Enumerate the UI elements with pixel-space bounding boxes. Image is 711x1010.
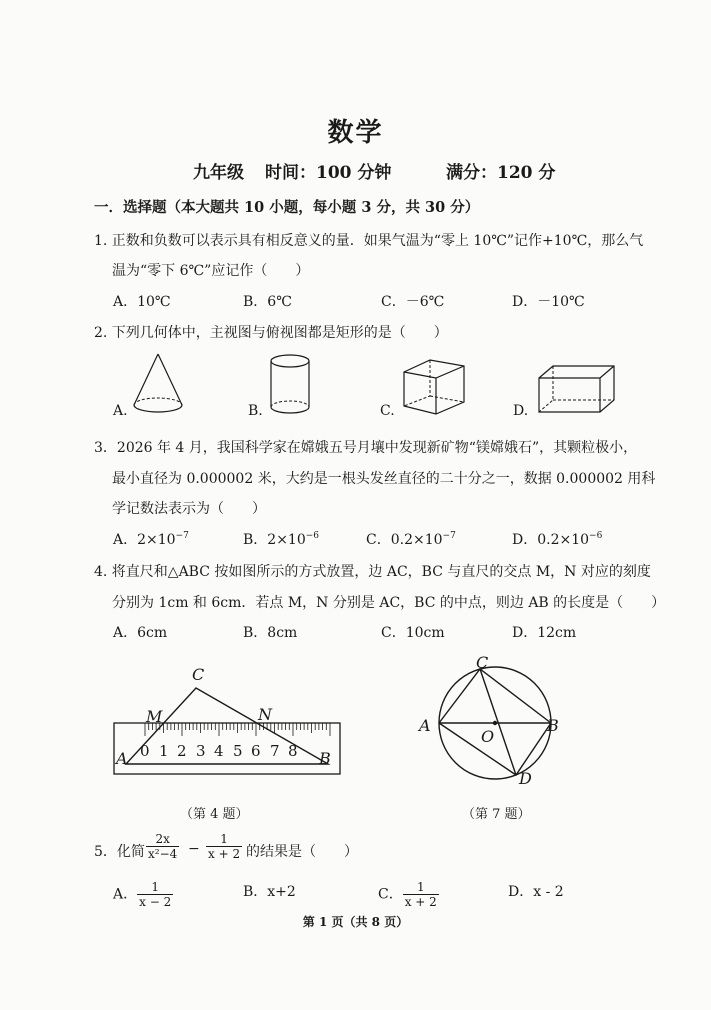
cuboid-shape [536,362,618,418]
label-o: O [481,727,495,746]
center-point [493,721,497,725]
ruler-numbers [140,742,298,760]
ruler-num-7: 7 [270,742,280,760]
label-b: B [319,749,331,768]
q1-line1: 1. 正数和负数可以表示具有相反意义的量．如果气温为“零上 10℃”记作+10℃，那么气 [94,233,644,249]
q3-line3: 学记数法表示为（ ） [112,501,266,517]
q4-line1: 4. 将直尺和△ABC 按如图所示的方式放置，边 AC，BC 与直尺的交点 M，N 对应的刻度 [94,564,651,580]
q3-option-d: D．$0.2\times 10^{-6}$ [512,531,603,548]
label-c: C [192,665,205,684]
q5-prefix: 5．化简 [94,844,145,860]
q2-label-c: C. [380,403,395,419]
ruler-num-8: 8 [288,742,298,760]
ruler-num-0: 0 [140,742,150,760]
q4-option-c: C．10cm [381,625,445,641]
q5-fraction-2: $\frac{1}{x + 2}$ [208,832,241,861]
q5-option-b: B．x+2 [243,884,296,900]
label-m: M [146,707,163,726]
q5-option-a: A． $\frac{1}{x - 2}$ [113,880,172,909]
q3-line2: 最小直径为 0.000002 米，大约是一根头发丝直径的二十分之一，数据 0.000002 用科 [112,471,656,487]
q5-option-d: D．x - 2 [508,884,564,900]
q4-option-b: B．8cm [243,625,298,641]
ruler-num-5: 5 [233,742,243,760]
q2-label-b: B. [248,403,263,419]
figure-7-caption: （第 7 题） [462,807,531,822]
figure-7 [412,652,572,788]
q2-label-d: D. [513,403,529,419]
page-title: 数学 [327,118,384,148]
figure-4 [108,660,348,780]
q5-option-c: C． $\frac{1}{x + 2}$ [378,880,437,909]
q4-option-a: A．6cm [113,625,168,641]
label-c: C [476,653,489,672]
label-d: D [519,769,532,788]
q3-line1: 3．2026 年 4 月，我国科学家在嫦娥五号月壤中发现新矿物“镁嫦娥石”，其颗粒极小， [94,440,638,456]
page-footer: 第 1 页（共 8 页） [302,915,409,929]
q4-line2: 分别为 1cm 和 6cm．若点 M，N 分别是 AC，BC 的中点，则边 AB 的长度是（ ） [112,595,666,611]
q3-option-c: C．$0.2\times 10^{-7}$ [366,531,456,548]
q1-option-a: A．10℃ [113,294,171,310]
label-a: A [116,749,128,768]
q5-fraction-1: $\frac{2x}{\text{x²−4}}$ [148,832,178,861]
cone-shape [128,350,188,416]
ruler-num-1: 1 [159,742,169,760]
section-heading: 一．选择题（本大题共 10 小题，每小题 3 分，共 30 分） [94,199,480,216]
label-n: N [258,705,272,724]
ruler-num-6: 6 [251,742,261,760]
ruler-num-3: 3 [196,742,206,760]
cylinder-shape [268,352,316,418]
ruler-ticks [145,723,330,736]
ruler-num-2: 2 [177,742,187,760]
q4-option-d: D．12cm [512,625,577,641]
q1-option-c: C．－6℃ [381,294,445,310]
label-b: B [547,716,559,735]
q5-suffix: 的结果是（ ） [246,844,358,860]
grade-label: 九年级 [193,163,244,183]
triangular-prism-shape [400,356,470,420]
q1-option-d: D．－10℃ [512,294,585,310]
q2-label-a: A. [113,403,128,419]
q2-text: 2. 下列几何体中，主视图与俯视图都是矩形的是（ ） [94,325,448,341]
q1-option-b: B．6℃ [243,294,292,310]
score-label: 满分：120 分 [446,163,556,183]
q3-option-a: A．$2\times 10^{-7}$ [113,531,189,548]
q1-line2: 温为“零下 6℃”应记作（ ） [112,263,310,279]
q3-option-b: B．$2\times 10^{-6}$ [243,531,320,548]
q5-minus: − [188,841,200,857]
ruler-num-4: 4 [214,742,224,760]
figure-4-caption: （第 4 题） [180,807,249,822]
time-label: 时间：100 分钟 [265,163,392,183]
label-a: A [419,716,431,735]
